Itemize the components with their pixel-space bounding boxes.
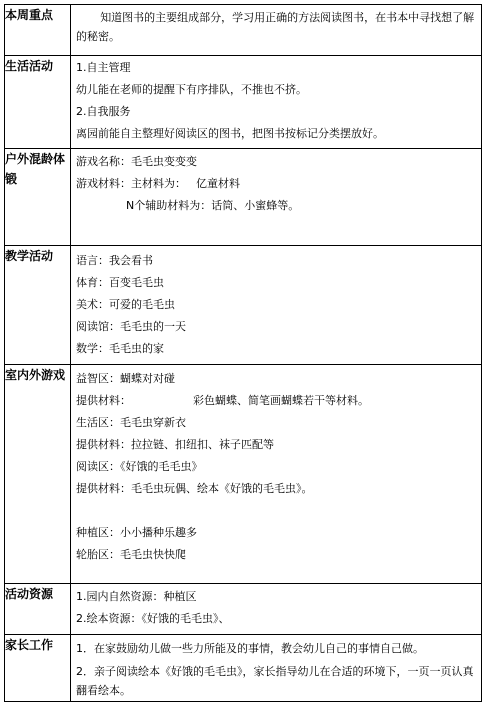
resource-line: 2.绘本资源：《好饿的毛毛虫》、 <box>76 612 230 625</box>
teaching-line: 数学：毛毛虫的家 <box>76 342 164 355</box>
reading-area-material: 提供材料：毛毛虫玩偶、绘本《好饿的毛毛虫》。 <box>76 482 313 495</box>
life-area-material: 提供材料：拉拉链、扣纽扣、袜子匹配等 <box>76 438 274 451</box>
spacer <box>71 500 481 522</box>
content-outdoor-exercise <box>71 149 482 246</box>
content-teaching-activities <box>71 246 482 365</box>
weekly-focus-text: 知道图书的主要组成部分，学习用正确的方法阅读图书，在书本中寻找想了解的秘密。 <box>76 11 475 43</box>
label-parent-work: 家长工作 <box>5 635 71 702</box>
row-indoor-outdoor-games <box>5 365 482 584</box>
life-line: 离园前能自主整理好阅读区的图书，把图书按标记分类摆放好。 <box>76 127 384 140</box>
puzzle-material <box>71 390 481 412</box>
row-parent-work <box>5 635 482 702</box>
content-weekly-focus <box>71 5 482 56</box>
row-life-activities <box>5 56 482 149</box>
life-line: 2.自我服务 <box>76 105 131 118</box>
label-weekly-focus: 本周重点 <box>5 5 71 56</box>
life-area: 生活区：毛毛虫穿新衣 <box>76 416 186 429</box>
teaching-line: 美术：可爱的毛毛虫 <box>76 298 175 311</box>
resource-line: 1.园内自然资源：种植区 <box>76 590 197 603</box>
reading-area: 阅读区：《好饿的毛毛虫》 <box>76 460 203 473</box>
teaching-line: 阅读馆：毛毛虫的一天 <box>76 320 186 333</box>
outdoor-aux-material <box>71 195 481 217</box>
content-activity-resources <box>71 584 482 635</box>
teaching-line: 体育：百变毛毛虫 <box>76 276 164 289</box>
label-life-activities: 生活活动 <box>5 56 71 149</box>
parent-work-line: 1．在家鼓励幼儿做一些力所能及的事情，教会幼儿自己的事情自己做。 <box>76 642 424 655</box>
outdoor-main-material <box>71 173 481 195</box>
life-line: 幼儿能在老师的提醒下有序排队，不推也不挤。 <box>76 83 307 96</box>
puzzle-area: 益智区：蝴蝶对对碰 <box>76 372 175 385</box>
content-parent-work <box>71 635 482 702</box>
wheel-area: 轮胎区：毛毛虫快快爬 <box>76 548 186 561</box>
row-activity-resources <box>5 584 482 635</box>
row-weekly-focus <box>5 5 482 56</box>
row-teaching-activities <box>5 246 482 365</box>
parent-work-line: 2．亲子阅读绘本《好饿的毛毛虫》，家长指导幼儿在合适的环境下，一页一页认真翻看绘本。 <box>76 665 474 697</box>
label-teaching-activities: 教学活动 <box>5 246 71 365</box>
puzzle-material-value: 彩色蝴蝶、简笔画蝴蝶若干等材料。 <box>193 394 369 407</box>
content-indoor-outdoor-games <box>71 365 482 584</box>
outdoor-aux-material-text: N个辅助材料为：话筒、小蜜蜂等。 <box>126 199 300 212</box>
teaching-line: 语言：我会看书 <box>76 254 153 267</box>
label-outdoor-exercise: 户外混龄体锻 <box>5 149 71 246</box>
label-indoor-outdoor-games: 室内外游戏 <box>5 365 71 584</box>
outdoor-main-material-value: 亿童材料 <box>196 177 240 190</box>
label-activity-resources: 活动资源 <box>5 584 71 635</box>
life-line: 1.自主管理 <box>76 61 131 74</box>
puzzle-material-prefix: 提供材料： <box>76 394 131 407</box>
outdoor-game-name: 游戏名称：毛毛虫变变变 <box>76 155 197 168</box>
outdoor-main-material-prefix: 游戏材料：主材料为： <box>76 177 186 190</box>
planting-area: 种植区：小小播种乐趣多 <box>76 526 197 539</box>
content-life-activities <box>71 56 482 149</box>
row-outdoor-exercise <box>5 149 482 246</box>
weekly-plan-table <box>4 4 482 702</box>
